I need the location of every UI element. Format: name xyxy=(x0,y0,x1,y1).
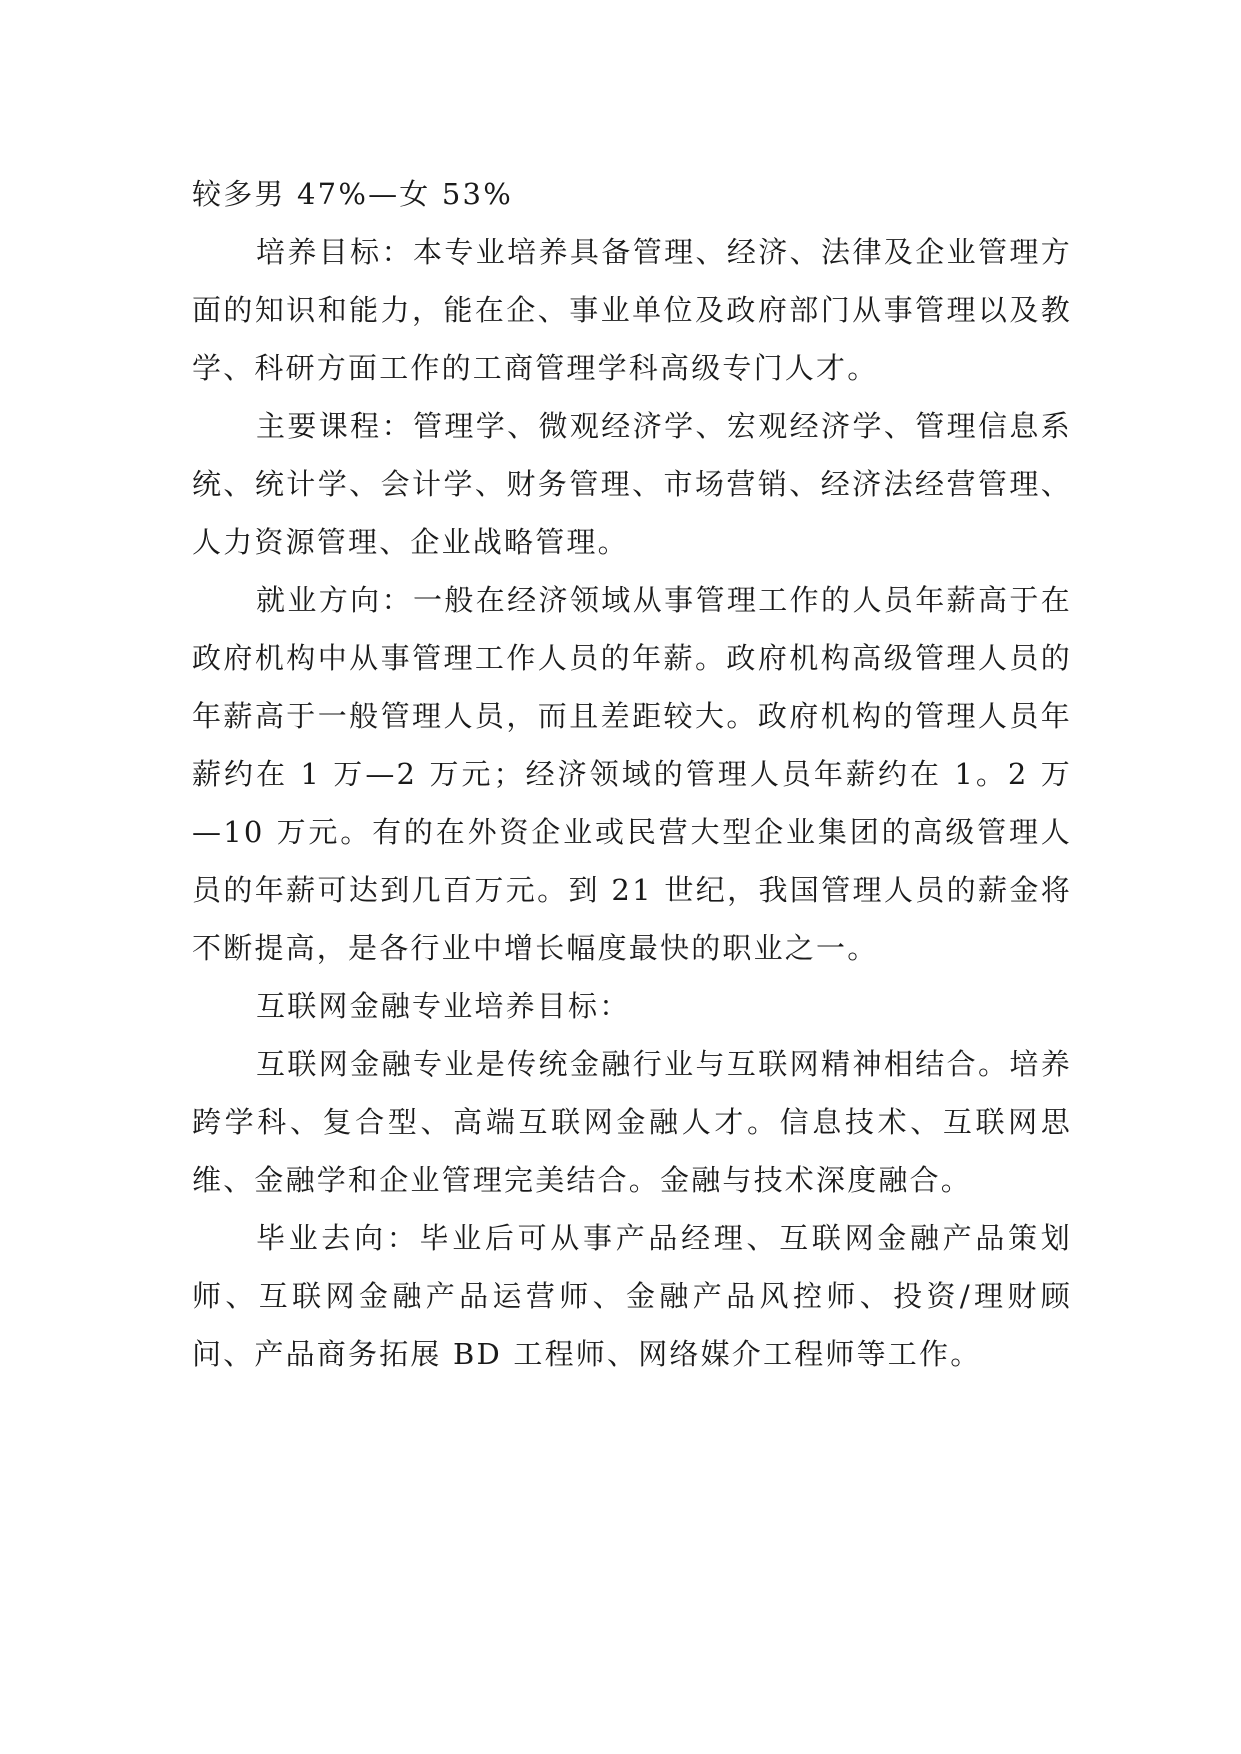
paragraph-main-courses: 主要课程：管理学、微观经济学、宏观经济学、管理信息系统、统计学、会计学、财务管理、市场营销、经济法经营管理、人力资源管理、企业战略管理。 xyxy=(192,409,1072,559)
document-body xyxy=(192,165,1072,1383)
paragraph-employment-direction: 就业方向：一般在经济领域从事管理工作的人员年薪高于在政府机构中从事管理工作人员的年薪。政府机构高级管理人员的年薪高于一般管理人员，而且差距较大。政府机构的管理人员年薪约在 1 万—2 万元；经济领域的管理人员年薪约在 1。2 万—10 万元。有的在外资企业或民营大型企业集团的高级管理人员的年薪可达到几百万元。到 21 世纪，我国管理人员的薪金将不断提高，是各行业中增长幅度最快的职业之一。 xyxy=(192,583,1072,965)
paragraph-training-goal: 培养目标：本专业培养具备管理、经济、法律及企业管理方面的知识和能力，能在企、事业单位及政府部门从事管理以及教学、科研方面工作的工商管理学科高级专门人才。 xyxy=(192,235,1072,385)
paragraph-internet-finance-description: 互联网金融专业是传统金融行业与互联网精神相结合。培养跨学科、复合型、高端互联网金融人才。信息技术、互联网思维、金融学和企业管理完美结合。金融与技术深度融合。 xyxy=(192,1047,1072,1197)
paragraph-graduate-destination: 毕业去向：毕业后可从事产品经理、互联网金融产品策划师、互联网金融产品运营师、金融产品风控师、投资/理财顾问、产品商务拓展 BD 工程师、网络媒介工程师等工作。 xyxy=(192,1221,1072,1371)
paragraph-internet-finance-heading: 互联网金融专业培养目标： xyxy=(256,989,631,1023)
paragraph-gender-ratio: 较多男 47%—女 53% xyxy=(192,177,513,211)
